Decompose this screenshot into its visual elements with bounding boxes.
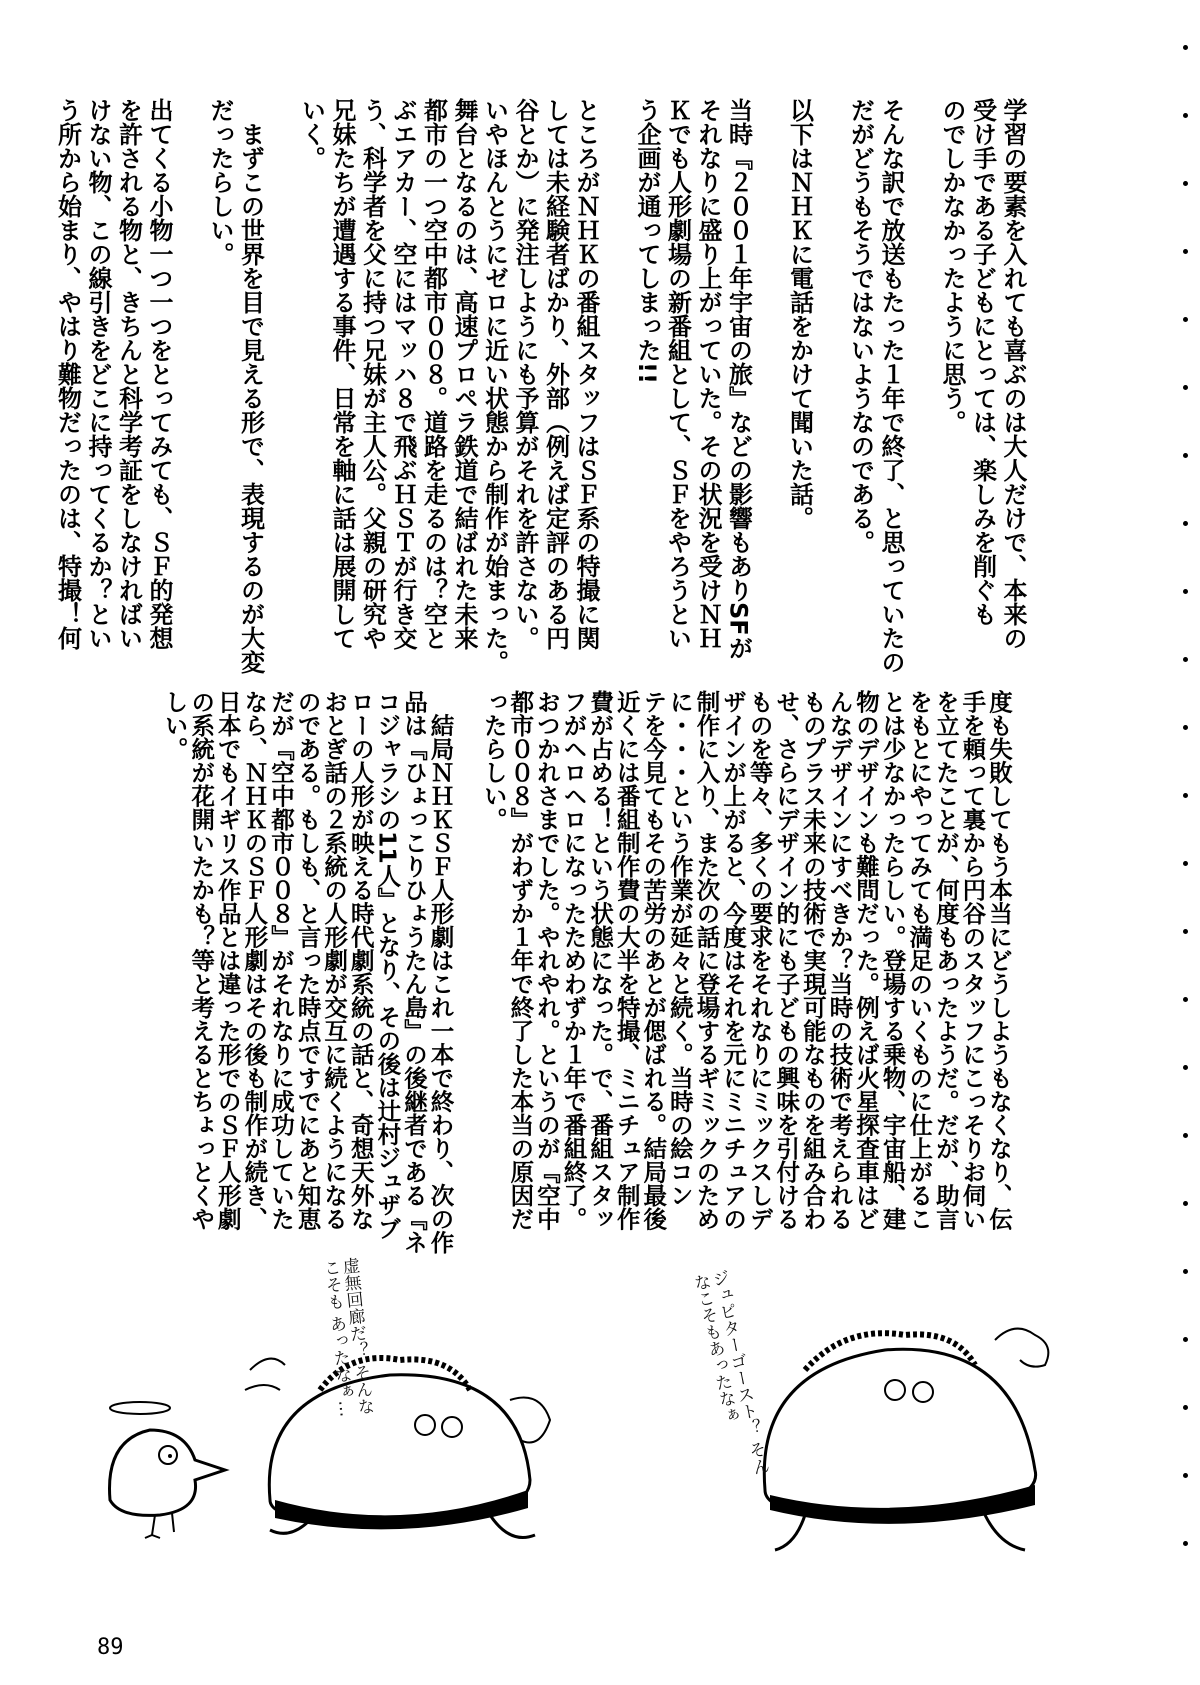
scan-dot (1183, 453, 1188, 458)
text-column: ものを等々、多くの要求をそれなりにミックスしデ (745, 690, 774, 1231)
text-column: 物のデザインも難問だった。例えば火星探査車はど (852, 690, 881, 1231)
text-column: ローの人形が映える時代劇系統の話と、奇想天外な (346, 690, 375, 1231)
text-column: を許される物と、きちんと科学考証をしなければい (114, 98, 143, 650)
text-column: いく。 (297, 98, 326, 170)
text-column: だがどうもそうではないようなのである。 (846, 98, 875, 554)
scan-dot (1183, 997, 1188, 1002)
text-column: を立てたことが、何度もあったようだ。だが、助言 (931, 690, 960, 1231)
text-column: ザインが上がると、今度はそれを元にミニチュアの (719, 690, 748, 1231)
article-upper-text (52, 98, 1028, 674)
text-column: 結局ＮＨＫＳＦ人形劇はこれ一本で終わり、次の作 (426, 690, 455, 1254)
scan-dot (1183, 1405, 1188, 1410)
paragraph-gap (815, 98, 846, 658)
text-column: 出てくる小物一つ一つをとってみても、ＳＦ的発想 (145, 98, 173, 650)
scan-dot (1183, 725, 1188, 730)
text-column: Ｋでも人形劇場の新番組として、ＳＦをやろうとい (663, 98, 692, 650)
text-column: のである。もしも、と言った時点ですでにあと知恵 (293, 690, 322, 1231)
right-blob-character-illustration (745, 1310, 1075, 1560)
paragraph-gap (754, 98, 785, 658)
paragraph-gap (601, 98, 632, 658)
text-column: の系統が花開いたかも？等と考えるとちょっとくや (187, 690, 216, 1231)
text-column: まずこの世界を目で見える形で、表現するのが大変 (236, 98, 265, 674)
text-column: ものプラス未来の技術で実現可能なものを組み合わ (798, 690, 827, 1231)
left-illustration-caption: 虚無回廊だ？ そんなこそも あったなぁ… (319, 1256, 375, 1418)
text-column: フがヘロヘロになったためわずか１年で番組終了。 (559, 690, 588, 1231)
text-column: 都市００８』がわずか１年で終了した本当の原因だ (506, 690, 535, 1231)
left-blob-character-illustration (230, 1330, 560, 1560)
paragraph-gap (266, 98, 297, 658)
text-column: テを今見てもその苦労のあとが偲ばれる。結局最後 (639, 690, 668, 1231)
scan-dot (1183, 929, 1188, 934)
text-column: だが『空中都市００８』がそれなりに成功していた (266, 690, 295, 1231)
text-column: ったらしい。 (479, 690, 508, 831)
text-column: 都市の一つ空中都市００８。道路を走るのは？空と (419, 98, 448, 650)
article-lower-text (160, 690, 1013, 1254)
text-column: しては未経験者ばかり、外部（例えば定評のある円 (541, 98, 570, 650)
text-column: 近くには番組制作費の大半を特撮、ミニチュア制作 (612, 690, 641, 1231)
scan-dot (1183, 1201, 1188, 1206)
scan-dot (1183, 589, 1188, 594)
text-column: んなデザインにすべきか？当時の技術で考えられる (825, 690, 854, 1231)
text-column: いやほんとうにゼロに近い状態から制作が始まった。 (480, 98, 509, 674)
scan-dot (1183, 1541, 1188, 1546)
text-column: をもとにやってみても満足のいくものに仕上がるこ (905, 690, 934, 1231)
bird-character-illustration (100, 1400, 230, 1540)
text-column: それなりに盛り上がっていた。その状況を受けＮＨ (694, 98, 722, 650)
paragraph-gap (454, 690, 481, 1250)
scan-dot (1183, 181, 1188, 186)
scan-dot (1183, 113, 1188, 118)
text-column: 日本でもイギリス作品とは違った形でのＳＦ人形劇 (213, 690, 242, 1231)
text-column: に・・・という作業が延々と続く。当時の絵コン (665, 690, 694, 1207)
scan-dot (1183, 861, 1188, 866)
scan-dot (1183, 657, 1188, 662)
paragraph-gap (174, 98, 205, 658)
text-column: 兄妹たちが遭遇する事件、日常を軸に話は展開して (328, 98, 356, 650)
text-column: ところがＮＨＫの番組スタッフはＳＦ系の特撮に関 (572, 98, 600, 650)
text-column: せ、さらにデザイン的にも子どもの興味を引付ける (772, 690, 801, 1231)
text-column: なら、ＮＨＫのＳＦ人形劇はその後も制作が続き、 (240, 690, 269, 1231)
text-column: 度も失敗してもう本当にどうしようもなくなり、伝 (985, 690, 1013, 1231)
scan-dot (1183, 385, 1188, 390)
text-column: 手を頼って裏から円谷のスタッフにこっそりお伺い (958, 690, 987, 1231)
text-column: う所から始まり、やはり難物だったのは、特撮！何 (53, 98, 82, 650)
scan-dot (1183, 317, 1188, 322)
scan-dot (1183, 1337, 1188, 1342)
text-column: 舞台となるのは、高速プロペラ鉄道で結ばれた未来 (450, 98, 478, 650)
text-column: のでしかなかったように思う。 (938, 98, 966, 434)
text-column: 当時『２００１年宇宙の旅』などの影響もありSFが (724, 98, 753, 660)
scan-dot (1183, 1133, 1188, 1138)
right-illustration-caption: ジュピターゴースト？ そんなこそもあったなぁ (688, 1268, 771, 1478)
text-column: しい。 (160, 690, 189, 761)
text-column: 費が占める！という状態になった。で、番組スタッ (586, 690, 615, 1231)
text-column: だったらしい。 (206, 98, 234, 266)
scan-dot (1183, 1269, 1188, 1274)
text-column: 受け手である子どもにとっては、楽しみを削ぐも (968, 98, 997, 626)
text-column: 学習の要素を入れても喜ぶのは大人だけで、本来の (999, 98, 1027, 650)
text-column: とは少なかったらしい。登場する乗物、宇宙船、建 (878, 690, 907, 1231)
scan-dot (1183, 249, 1188, 254)
paragraph-gap (906, 98, 937, 658)
text-column: 以下はＮＨＫに電話をかけて聞いた話。 (785, 98, 814, 530)
text-column: う企画が通ってしまった!! (633, 98, 661, 384)
text-column: ぶエアカー、空にはマッハ８で飛ぶＨＳＴが行き交 (389, 98, 417, 650)
scan-dot (1183, 45, 1188, 50)
text-column: おとぎ話の２系統の人形劇が交互に続くようになる (320, 690, 349, 1231)
text-column: けない物、この線引きをどこに持ってくるか？とい (84, 98, 112, 650)
scan-dot (1183, 521, 1188, 526)
text-column: 制作に入り、また次の話に登場するギミックのため (692, 690, 721, 1231)
text-column: コジャラシの11人』となり、その後は辻村ジュザブ (373, 690, 402, 1240)
text-column: 品は『ひょっこりひょうたん島』の後継者である『ネ (399, 690, 428, 1254)
text-column: おつかれさまでした。やれやれ。というのが『空中 (532, 690, 561, 1231)
text-column: そんな訳で放送もたった１年で終了、と思っていたの (877, 98, 905, 674)
text-column: う、科学者を父に持つ兄妹が主人公。父親の研究や (358, 98, 387, 650)
scan-dot (1183, 1473, 1188, 1478)
text-column: 谷とか）に発注しようにも予算がそれを許さない。 (511, 98, 539, 650)
scan-dot (1183, 1065, 1188, 1070)
scan-dot (1183, 793, 1188, 798)
page-number: 89 (97, 1635, 124, 1660)
